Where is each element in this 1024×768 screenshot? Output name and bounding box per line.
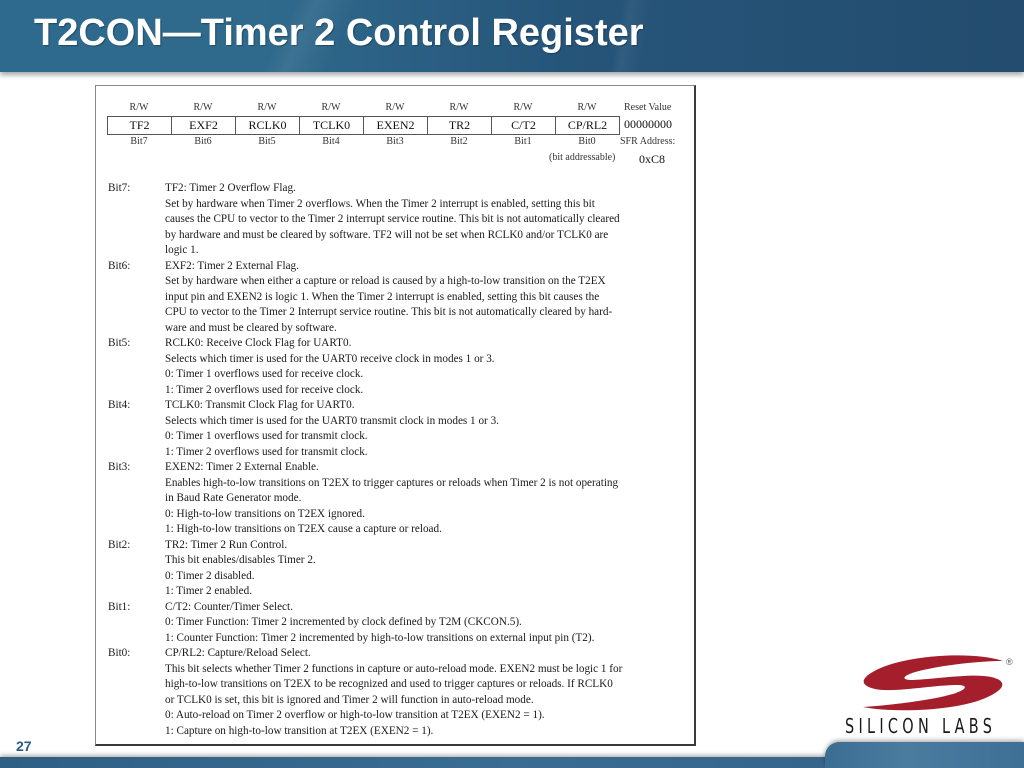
reset-value: 00000000 bbox=[624, 117, 672, 131]
field-rclk0: RCLK0 bbox=[236, 117, 300, 134]
bit-label-0: Bit0 bbox=[578, 136, 596, 147]
description-line: logic 1. bbox=[165, 244, 199, 256]
silicon-labs-logo bbox=[845, 655, 1020, 740]
description-line: 1: Timer 2 overflows used for transmit clock. bbox=[165, 445, 368, 458]
access-bit1: R/W bbox=[513, 102, 533, 113]
description-line: TF2: Timer 2 Overflow Flag. bbox=[165, 182, 296, 194]
bit-id: Bit5: bbox=[108, 337, 131, 349]
access-bit4: R/W bbox=[321, 102, 341, 113]
description-line: EXEN2: Timer 2 External Enable. bbox=[165, 461, 319, 473]
description-line: TCLK0: Transmit Clock Flag for UART0. bbox=[165, 399, 355, 411]
description-line: ware and must be cleared by software. bbox=[165, 321, 337, 334]
description-line: 0: Timer Function: Timer 2 incremented by clock defined by T2M (CKCON.5). bbox=[165, 616, 522, 628]
access-bit0: R/W bbox=[577, 102, 597, 113]
description-line: or TCLK0 is set, this bit is ignored and Timer 2 will function in auto-reload mode. bbox=[165, 693, 534, 706]
description-line: in Baud Rate Generator mode. bbox=[165, 492, 302, 504]
description-line: Selects which timer is used for the UART0 transmit clock in modes 1 or 3. bbox=[165, 414, 499, 427]
description-line: RCLK0: Receive Clock Flag for UART0. bbox=[165, 337, 352, 349]
description-bit0 bbox=[108, 646, 688, 739]
description-line: 1: Timer 2 enabled. bbox=[165, 585, 253, 597]
description-line: by hardware and must be cleared by software. TF2 will not be set when RCLK0 and/or TCLK0 are bbox=[165, 228, 609, 241]
field-exf2: EXF2 bbox=[172, 117, 236, 134]
bit-id: Bit3: bbox=[108, 461, 131, 473]
field-tclk0: TCLK0 bbox=[300, 117, 364, 134]
description-line: high-to-low transitions on T2EX to be recognized and used to trigger captures or reloads. If RCLK0 bbox=[165, 678, 613, 690]
bit-label-7: Bit7 bbox=[130, 136, 148, 147]
registered-mark: ® bbox=[1006, 657, 1013, 667]
field-tf2: TF2 bbox=[108, 117, 172, 134]
register-document bbox=[95, 85, 696, 746]
logo-wordmark: SILICON LABS bbox=[845, 714, 997, 738]
description-line: 0: High-to-low transitions on T2EX ignored. bbox=[165, 507, 365, 520]
description-line: 0: Timer 1 overflows used for receive clock. bbox=[165, 368, 364, 380]
access-bit5: R/W bbox=[257, 102, 277, 113]
description-bit6 bbox=[108, 259, 688, 337]
bit-label-6: Bit6 bbox=[194, 136, 212, 147]
bit-id: Bit6: bbox=[108, 259, 131, 272]
description-line: 1: High-to-low transitions on T2EX cause a capture or reload. bbox=[165, 523, 442, 535]
description-bit7 bbox=[108, 181, 688, 259]
page-number: 27 bbox=[16, 738, 32, 754]
access-bit7: R/W bbox=[129, 102, 149, 113]
description-line: 1: Capture on high-to-low transition at T2EX (EXEN2 = 1). bbox=[165, 724, 434, 737]
access-row bbox=[107, 102, 619, 113]
description-bit4 bbox=[108, 398, 688, 460]
slide-title: T2CON—Timer 2 Control Register bbox=[34, 12, 644, 54]
sfr-address-label: SFR Address: bbox=[620, 136, 676, 147]
title-bar bbox=[0, 0, 1024, 72]
description-line: CP/RL2: Capture/Reload Select. bbox=[165, 647, 311, 659]
bit-number-row bbox=[107, 136, 619, 147]
description-line: Enables high-to-low transitions on T2EX to trigger captures or reloads when Timer 2 is not operating bbox=[165, 476, 619, 489]
bit-id: Bit0: bbox=[108, 647, 131, 659]
access-bit6: R/W bbox=[193, 102, 213, 113]
description-line: 0: Auto-reload on Timer 2 overflow or high-to-low transition at T2EX (EXEN2 = 1). bbox=[165, 709, 545, 721]
footer-band-raised bbox=[825, 742, 1024, 768]
description-line: causes the CPU to vector to the Timer 2 interrupt service routine. This bit is not automatically cleared bbox=[165, 213, 620, 225]
description-line: 0: Timer 1 overflows used for transmit clock. bbox=[165, 430, 368, 442]
bit-id: Bit1: bbox=[108, 600, 131, 613]
bit-label-4: Bit4 bbox=[322, 136, 340, 147]
bit-label-1: Bit1 bbox=[514, 136, 532, 147]
description-line: This bit selects whether Timer 2 functions in capture or auto-reload mode. EXEN2 must be logic 1 for bbox=[165, 662, 623, 675]
access-bit2: R/W bbox=[449, 102, 469, 113]
description-line: Set by hardware when either a capture or reload is caused by a high-to-low transition on the T2EX bbox=[165, 275, 606, 287]
access-bit3: R/W bbox=[385, 102, 405, 113]
field-exen2: EXEN2 bbox=[364, 117, 428, 134]
bit-descriptions bbox=[108, 181, 688, 739]
field-cprl2: CP/RL2 bbox=[567, 118, 608, 132]
sfr-address-value: 0xC8 bbox=[639, 152, 666, 166]
register-field-table bbox=[107, 116, 620, 135]
description-line: This bit enables/disables Timer 2. bbox=[165, 554, 316, 566]
description-line: 1: Timer 2 overflows used for receive clock. bbox=[165, 383, 364, 396]
bit-id: Bit4: bbox=[108, 399, 131, 411]
silicon-labs-s-icon bbox=[853, 655, 1013, 713]
description-bit5 bbox=[108, 336, 688, 398]
description-line: input pin and EXEN2 is logic 1. When the Timer 2 interrupt is enabled, setting this bit causes the bbox=[165, 290, 600, 303]
bit-label-2: Bit2 bbox=[450, 136, 468, 147]
description-bit2 bbox=[108, 538, 688, 600]
reset-value-label: Reset Value bbox=[624, 102, 672, 113]
description-line: 0: Timer 2 disabled. bbox=[165, 569, 255, 582]
bit-label-3: Bit3 bbox=[386, 136, 404, 147]
description-line: CPU to vector to the Timer 2 Interrupt service routine. This bit is not automatically cleared by hard- bbox=[165, 306, 613, 318]
field-tr2: TR2 bbox=[428, 117, 492, 134]
description-bit3 bbox=[108, 460, 688, 538]
description-line: EXF2: Timer 2 External Flag. bbox=[165, 259, 299, 272]
bit-id: Bit7: bbox=[108, 182, 131, 194]
description-bit1 bbox=[108, 600, 688, 647]
bit-id: Bit2: bbox=[108, 538, 131, 551]
bit-addressable-note: (bit addressable) bbox=[549, 152, 616, 163]
field-ct2: C/T2 bbox=[492, 117, 556, 134]
description-line: TR2: Timer 2 Run Control. bbox=[165, 538, 288, 551]
description-line: Set by hardware when Timer 2 overflows. When the Timer 2 interrupt is enabled, setting this bit bbox=[165, 197, 595, 210]
description-line: 1: Counter Function: Timer 2 incremented by high-to-low transitions on external input pin (T2). bbox=[165, 631, 595, 644]
bit-label-5: Bit5 bbox=[258, 136, 276, 147]
description-line: C/T2: Counter/Timer Select. bbox=[165, 600, 293, 613]
description-line: Selects which timer is used for the UART0 receive clock in modes 1 or 3. bbox=[165, 352, 495, 365]
